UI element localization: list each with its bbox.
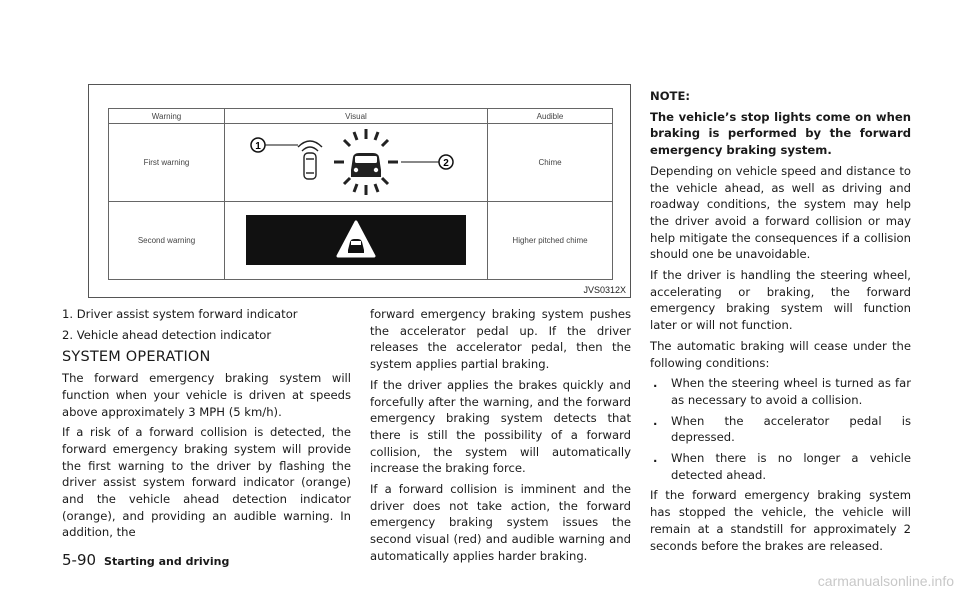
column-2 — [370, 306, 631, 569]
forward-indicator-icon — [298, 141, 322, 179]
figure-frame — [88, 84, 631, 298]
paragraph: If the driver is handling the steering wheel, accelerating or braking, the forward emergency braking system will function later or will not function. — [650, 268, 911, 333]
list-item — [650, 375, 911, 408]
list-item — [650, 450, 911, 483]
conditions-list — [650, 375, 911, 483]
paragraph: forward emergency braking system pushes the accelerator pedal up. If the driver releases the accelerator pedal, then the system applies partial braking. — [370, 307, 631, 372]
paragraph: If the driver applies the brakes quickly and forcefully after the warning, and the forward emergency braking system detects that there is still the possibility of a forward collision, the system will automatically increase the braking force. — [370, 377, 631, 476]
header-audible: Audible — [488, 109, 613, 124]
figure-code: JVS0312X — [583, 285, 626, 295]
paragraph: If a forward collision is imminent and the driver does not take action, the forward emergency braking system issues the second visual (red) and audible warning and automatically applies harder braking. — [370, 482, 631, 563]
paragraph: The automatic braking will cease under the following conditions: — [650, 338, 911, 370]
table-row — [109, 124, 613, 202]
header-visual: Visual — [225, 109, 488, 124]
page-footer — [62, 551, 229, 569]
table-header-row — [109, 109, 613, 124]
bullet-mark: . — [653, 413, 658, 428]
section-heading: SYSTEM OPERATION — [62, 349, 211, 366]
second-warning-visual — [225, 202, 488, 280]
list-item — [650, 413, 911, 446]
bullet-mark: . — [653, 451, 658, 466]
section-name: Starting and driving — [104, 555, 230, 568]
paragraph: If the forward emergency braking system has stopped the vehicle, the vehicle will remain at a standstill for approximately 2 seconds before the brakes are released. — [650, 488, 911, 553]
caption-2: 2. Vehicle ahead detection indicator — [62, 327, 272, 342]
watermark: carmanualsonline.info — [817, 573, 954, 589]
first-warning-illustration — [236, 125, 476, 199]
table-row — [109, 202, 613, 280]
list-item-text: When there is no longer a vehicle detected ahead. — [671, 451, 911, 482]
note-label: NOTE: — [650, 89, 691, 103]
second-warning-audible: Higher pitched chime — [488, 202, 613, 280]
caption-1: 1. Driver assist system forward indicator — [62, 307, 298, 321]
list-item-text: When the accelerator pedal is depressed. — [671, 413, 911, 445]
list-item-text: When the steering wheel is turned as far as necessary to avoid a collision. — [671, 376, 911, 407]
page-number: 5-90 — [62, 551, 97, 569]
second-warning-label: Second warning — [109, 202, 225, 280]
warning-table — [108, 108, 613, 280]
callout-1-text: 1 — [255, 140, 261, 152]
second-warning-illustration — [236, 212, 476, 268]
first-warning-label: First warning — [109, 124, 225, 202]
paragraph: If a risk of a forward collision is detected, the forward emergency braking system will provide the first warning to the driver by flashing the driver assist system forward indicator (orange) and the vehicle ahead detection indicator (orange), and providing an audible warning. In addition, the — [62, 425, 351, 540]
vehicle-ahead-indicator-icon — [334, 129, 398, 195]
first-warning-audible: Chime — [488, 124, 613, 202]
column-1 — [62, 306, 351, 545]
first-warning-visual — [225, 124, 488, 202]
note-text: The vehicle’s stop lights come on when braking is performed by the forward emergency braking system. — [650, 109, 911, 158]
callout-2-text: 2 — [443, 157, 449, 169]
paragraph: The forward emergency braking system will function when your vehicle is driven at speeds above approximately 3 MPH (5 km/h). — [62, 371, 351, 419]
paragraph: Depending on vehicle speed and distance to the vehicle ahead, as well as driving and roadway conditions, the system may help the driver avoid a forward collision or may help mitigate the consequences if a collision should one be unavoidable. — [650, 163, 911, 262]
column-3 — [650, 88, 911, 558]
bullet-mark: . — [653, 376, 658, 391]
header-warning: Warning — [109, 109, 225, 124]
